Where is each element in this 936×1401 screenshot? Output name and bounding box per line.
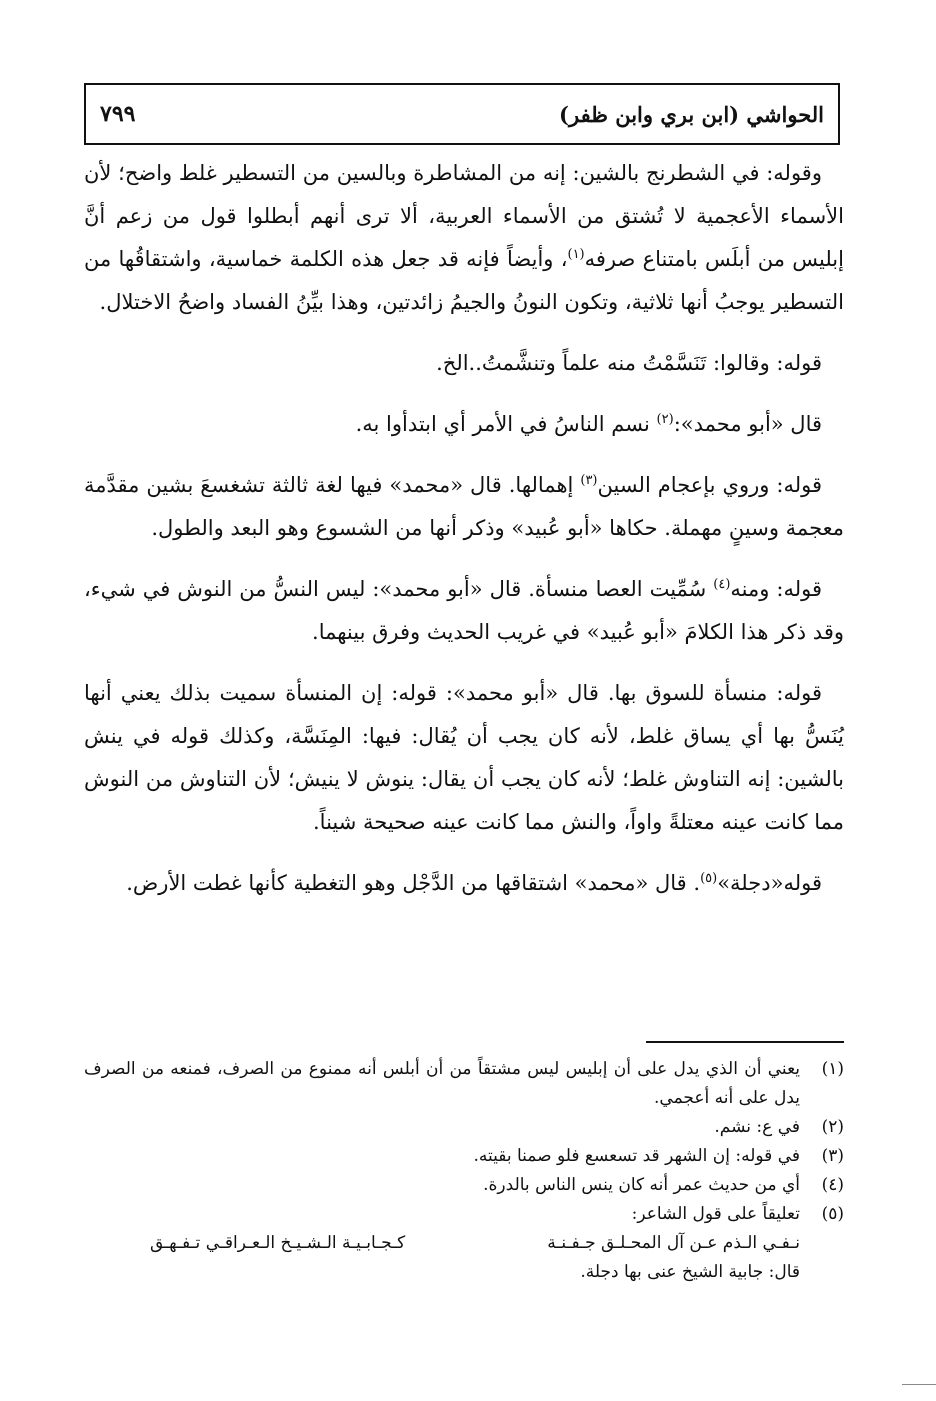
footnote-number: (٥) [821, 1204, 844, 1224]
verse-hemistich-second: كـجـابـيـة الـشـيـخ الـعـراقـي تـفـهـق [150, 1233, 406, 1253]
footnote [84, 1113, 844, 1142]
footnote-text: يعني أن الذي يدل على أن إبليس ليس مشتقاً من أن أبلس أنه ممنوع من الصرف، فمنعه من الصرف يدل على أنه أعجمي. [84, 1059, 800, 1108]
footnote-number: (١) [821, 1059, 844, 1079]
scan-edge-mark [902, 1384, 936, 1385]
footnote-text: في قوله: إن الشهر قد تسعسع فلو صمنا بقيته. [473, 1146, 800, 1166]
header-title: الحواشي (ابن بري وابن ظفر) [559, 101, 824, 127]
footnote-text: تعليقاً على قول الشاعر: [631, 1204, 800, 1224]
footnote-ref[interactable]: (٢) [656, 412, 674, 427]
paragraph: قوله: وقالوا: تَنَسَّمْتُ منه علماً وتنشَّمتُ..الخ. [436, 351, 822, 375]
footnote [84, 1055, 844, 1113]
verse-hemistich-first: نـفـي الـذم عـن آل المحـلـق جـفـنـة [547, 1233, 800, 1253]
footnote [84, 1142, 844, 1171]
page-number: ٧٩٩ [100, 101, 136, 127]
paragraph: قوله«دجلة»$^{(٥)}$. قال «محمد» اشتقاقها من الدَّجْل وهو التغطية كأنها غطت الأرض. [126, 871, 822, 895]
footnotes [84, 1055, 844, 1287]
footnote-number: (٣) [821, 1146, 844, 1166]
footnote-text: في ع: نشم. [714, 1117, 800, 1137]
footnote-divider [646, 1041, 844, 1043]
main-text [84, 152, 844, 923]
footnote-ref[interactable]: (٤) [713, 577, 731, 592]
footnote-ref[interactable]: (١) [567, 247, 585, 262]
paragraph: قال «أبو محمد»:$^{(٢)}$ نسم الناسُ في الأمر أي ابتدأوا به. [355, 412, 822, 436]
footnote-number: (٤) [821, 1175, 844, 1195]
footnote [84, 1171, 844, 1200]
footnote-ref[interactable]: (٥) [700, 871, 718, 886]
verse-note: قال: جابية الشيخ عنى بها دجلة. [580, 1262, 800, 1282]
footnote-number: (٢) [821, 1117, 844, 1137]
paragraph: قوله: وروي بإعجام السين$^{(٣)}$ إهمالها. قال «محمد» فيها لغة ثالثة تشغسعَ بشين مقدَّمة معجمة وسينٍ مهملة. حكاها «أبو عُبيد» وذكر أنها من الشسوع وهو البعد والطول. [84, 473, 844, 540]
footnote [84, 1200, 844, 1229]
running-header [84, 83, 840, 145]
paragraph: وقوله: في الشطرنج بالشين: إنه من المشاطرة وبالسين من التسطير غلط واضح؛ لأن الأسماء الأعجمية لا تُشتق من الأسماء العربية، ألا ترى أنهم أبطلوا قول من زعم أنَّ إبليس من أبلَس بامتناع صرفه$^{(١)}$، وأيضاً فإنه قد جعل هذه الكلمة خماسية، واشتقاقُها من التسطير يوجبُ أنها ثلاثية، وتكون النونُ والجيمُ زائدتين، وهذا بيِّنُ الفساد واضحُ الاختلال. [84, 161, 844, 314]
paragraph: قوله: ومنه$^{(٤)}$ سُمِّيت العصا منسأة. قال «أبو محمد»: ليس النسُّ من النوش في شيء، وقد ذكر هذا الكلامَ «أبو عُبيد» في غريب الحديث وفرق بينهما. [84, 577, 844, 644]
paragraph: قوله: منسأة للسوق بها. قال «أبو محمد»: قوله: إن المنسأة سميت بذلك يعني أنها يُنَسُّ بها أي يساق غلط، لأنه كان يجب أن يُقال: فيها: المِنَسَّة، وكذلك قوله في ينش بالشين: إنه التناوش غلط؛ لأنه كان يجب أن يقال: ينوش لا ينيش؛ لأن التناوش من النوش مما كانت عينه معتلةً واواً، والنش مما كانت عينه صحيحة شيناً. [84, 681, 844, 834]
poetry-verse [84, 1229, 844, 1258]
footnote-text: أي من حديث عمر أنه كان ينس الناس بالدرة. [483, 1175, 800, 1195]
footnote-ref[interactable]: (٣) [580, 473, 598, 488]
